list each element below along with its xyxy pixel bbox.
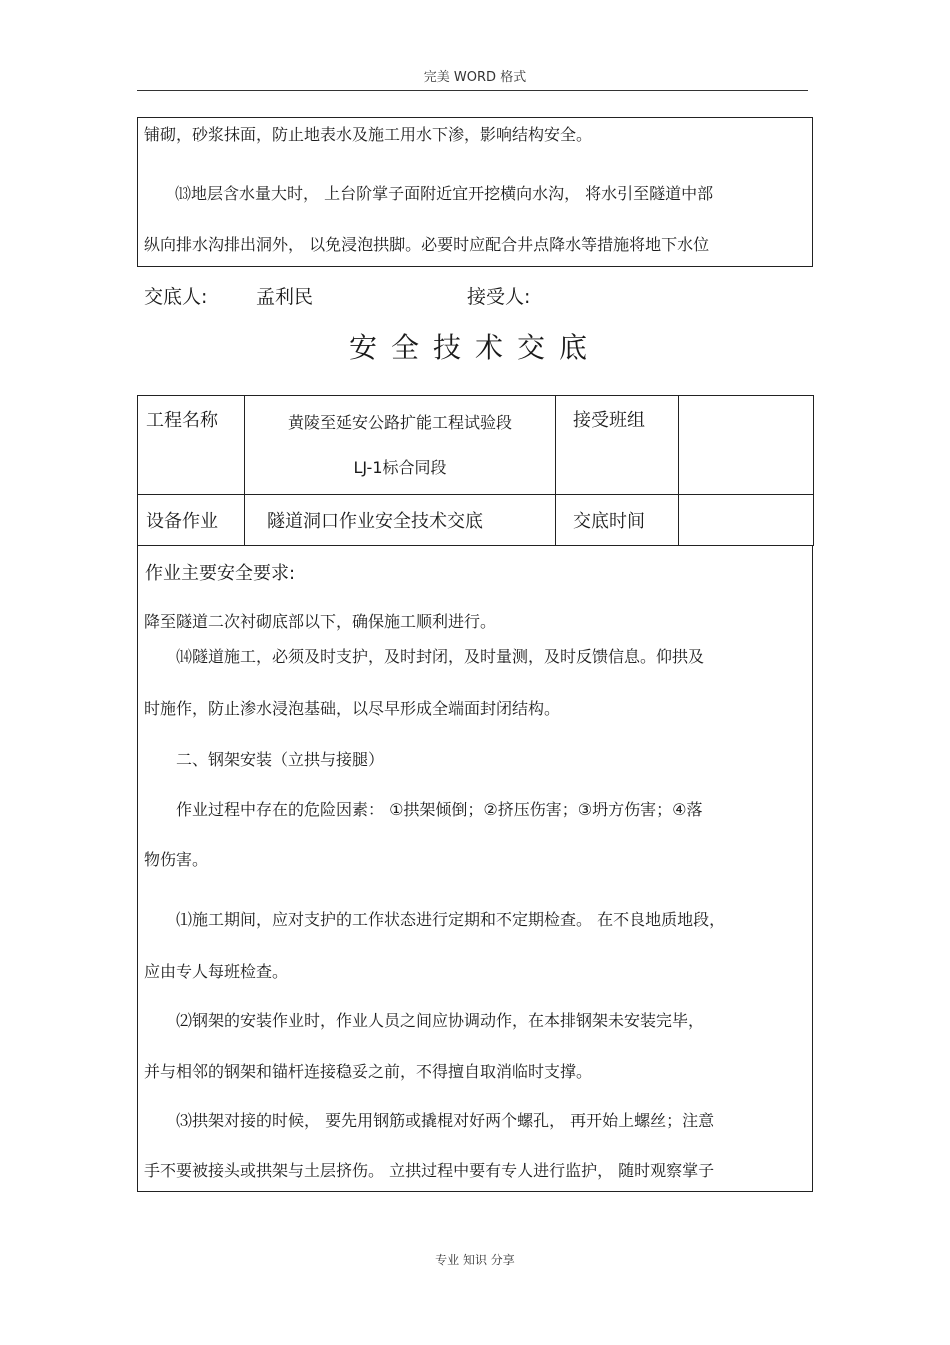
team-label: 接受班组: [573, 410, 645, 431]
project-value-line2: LJ-1标合同段: [353, 458, 447, 477]
requirements-heading: 作业主要安全要求:: [145, 563, 296, 584]
text-line: 物伤害。: [144, 850, 209, 869]
handover-label: 交底人:: [144, 286, 208, 308]
project-label-cell: [138, 396, 245, 495]
equipment-label: 设备作业: [146, 511, 218, 532]
text-line: ⒁隧道施工，必须及时支护，及时封闭，及时量测，及时反馈信息。仰拱及: [176, 647, 705, 666]
table-row: [138, 495, 814, 546]
time-label-cell: [556, 495, 679, 546]
equipment-value-cell: [245, 495, 556, 546]
continued-text-box: [137, 117, 813, 267]
project-value-cell: [245, 396, 556, 495]
text-line: 纵向排水沟排出洞外， 以免浸泡拱脚。必要时应配合井点降水等措施将地下水位: [144, 235, 710, 254]
equipment-label-cell: [138, 495, 245, 546]
text-line: 作业过程中存在的危险因素： ①拱架倾倒；②挤压伤害；③坍方伤害；④落: [176, 800, 703, 819]
text-line: ⒀地层含水量大时， 上台阶掌子面附近宜开挖横向水沟， 将水引至隧道中部: [175, 184, 714, 203]
page-footer: 专业 知识 分享: [435, 1253, 515, 1267]
text-line: ⑴施工期间，应对支护的工作状态进行定期和不定期检查。 在不良地质地段，: [176, 910, 726, 929]
table-row: [138, 396, 814, 495]
page-header: 完美 WORD 格式: [423, 70, 527, 85]
project-value-line1: 黄陵至延安公路扩能工程试验段: [287, 413, 512, 432]
requirements-box: [137, 545, 813, 1192]
team-label-cell: [556, 396, 679, 495]
time-label: 交底时间: [573, 511, 645, 532]
text-line: 铺砌，砂浆抹面，防止地表水及施工用水下渗，影响结构安全。: [144, 125, 593, 144]
text-line: 手不要被接头或拱架与土层挤伤。 立拱过程中要有专人进行监护， 随时观察掌子: [144, 1161, 715, 1180]
text-line: ⑵钢架的安装作业时，作业人员之间应协调动作，在本排钢架未安装完毕，: [176, 1011, 705, 1030]
text-line: ⑶拱架对接的时候， 要先用钢筋或撬棍对好两个螺孔， 再开始上螺丝；注意: [176, 1111, 715, 1130]
equipment-value: 隧道洞口作业安全技术交底: [267, 511, 483, 532]
text-line: 并与相邻的钢架和锚杆连接稳妥之前，不得擅自取消临时支撑。: [144, 1062, 593, 1081]
team-value-cell: [679, 396, 814, 495]
receiver-label: 接受人:: [467, 286, 531, 308]
info-table: [137, 395, 814, 546]
document-title: 安全技术交底: [348, 331, 601, 364]
time-value-cell: [679, 495, 814, 546]
handover-name: 孟利民: [256, 286, 314, 308]
text-line: 应由专人每班检查。: [144, 962, 289, 981]
text-line: 降至隧道二次衬砌底部以下，确保施工顺利进行。: [144, 612, 497, 631]
project-label: 工程名称: [146, 410, 218, 431]
text-line: 时施作，防止渗水浸泡基础，以尽早形成全端面封闭结构。: [144, 699, 561, 718]
section-heading: 二、钢架安装（立拱与接腿）: [176, 750, 385, 769]
header-divider: [137, 90, 808, 91]
